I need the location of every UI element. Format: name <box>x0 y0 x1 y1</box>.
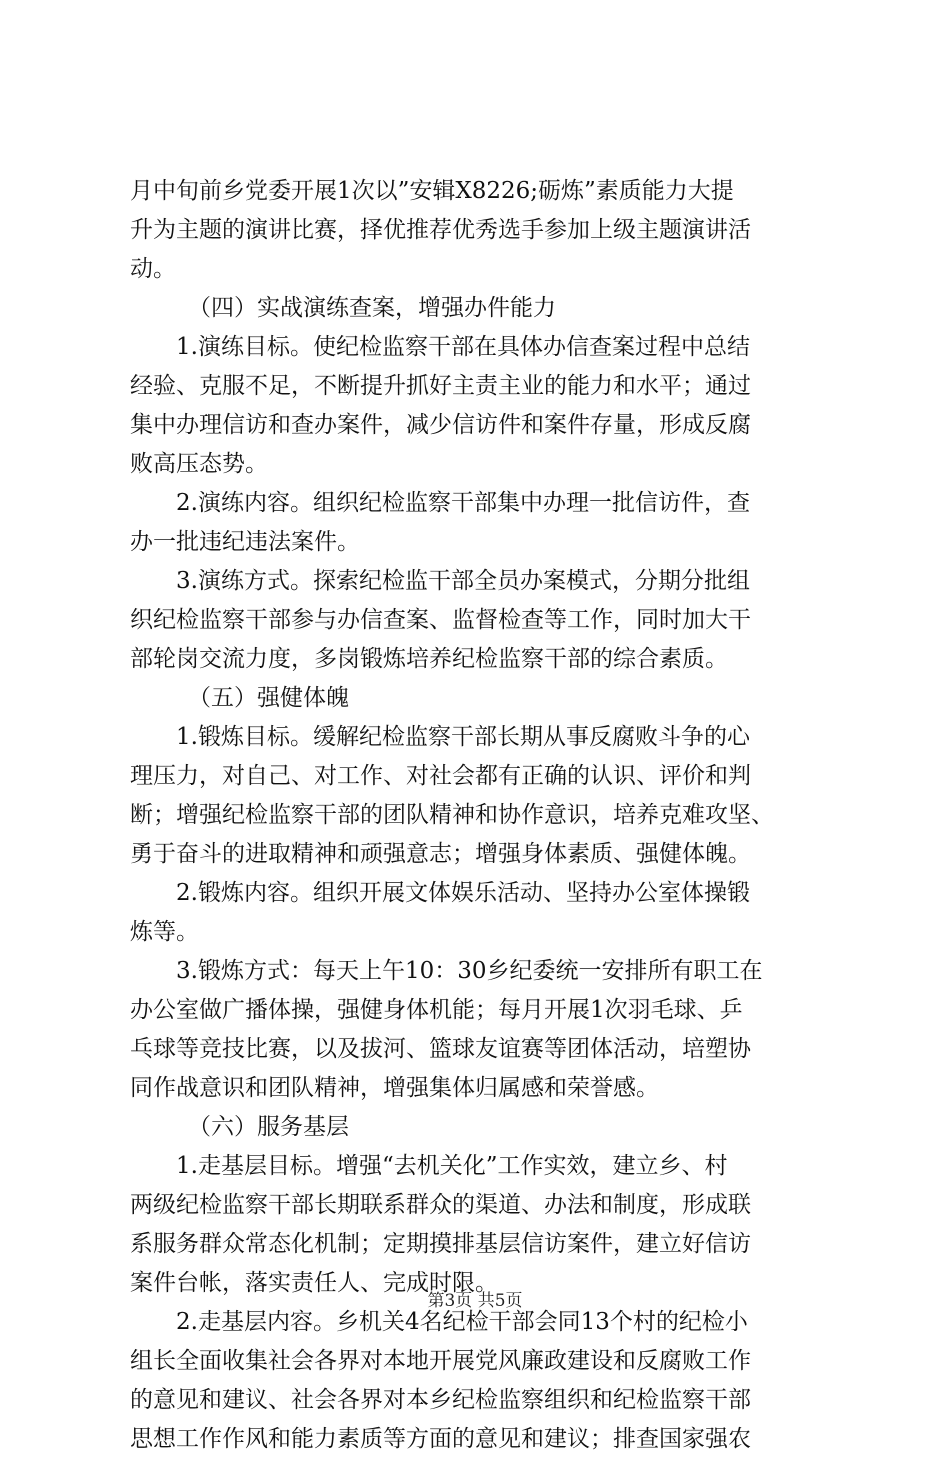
section-heading: （四）实战演练查案，增强办件能力 <box>188 295 556 321</box>
text-line: 织纪检监察干部参与办信查案、监督检查等工作，同时加大干 <box>130 607 751 633</box>
text-line: 2.走基层内容。乡机关4名纪检干部会同13个村的纪检小 <box>176 1309 748 1335</box>
section-heading: （五）强健体魄 <box>188 685 349 711</box>
text-line: 炼等。 <box>130 919 199 945</box>
text-line: 动。 <box>130 256 176 282</box>
text-line: 勇于奋斗的进取精神和顽强意志；增强身体素质、强健体魄。 <box>130 841 751 867</box>
text-line: 3.锻炼方式：每天上午10：30乡纪委统一安排所有职工在 <box>176 958 763 984</box>
text-line: 败高压态势。 <box>130 451 268 477</box>
text-line: 办公室做广播体操，强健身体机能；每月开展1次羽毛球、乒 <box>130 997 743 1023</box>
text-line: 案件台帐，落实责任人、完成时限。 <box>130 1270 498 1296</box>
text-line: 3.演练方式。探索纪检监干部全员办案模式，分期分批组 <box>176 568 750 594</box>
text-line: 两级纪检监察干部长期联系群众的渠道、办法和制度，形成联 <box>130 1192 751 1218</box>
text-line: 办一批违纪违法案件。 <box>130 529 360 555</box>
page-footer: 第3页 共5页 <box>427 1291 523 1311</box>
text-line: 同作战意识和团队精神，增强集体归属感和荣誉感。 <box>130 1075 659 1101</box>
text-line: 2.演练内容。组织纪检监察干部集中办理一批信访件，查 <box>176 490 750 516</box>
text-line: 集中办理信访和查办案件，减少信访件和案件存量，形成反腐 <box>130 412 751 438</box>
text-line: 组长全面收集社会各界对本地开展党风廉政建设和反腐败工作 <box>130 1348 751 1374</box>
section-heading: （六）服务基层 <box>188 1114 349 1140</box>
text-line: 部轮岗交流力度，多岗锻炼培养纪检监察干部的综合素质。 <box>130 646 728 672</box>
text-line: 月中旬前乡党委开展1次以”安辑X8226;砺炼”素质能力大提 <box>130 178 734 204</box>
text-line: 升为主题的演讲比赛，择优推荐优秀选手参加上级主题演讲活 <box>130 217 751 243</box>
text-line: 1.演练目标。使纪检监察干部在具体办信查案过程中总结 <box>176 334 750 360</box>
text-line: 乓球等竞技比赛，以及拔河、篮球友谊赛等团体活动，培塑协 <box>130 1036 751 1062</box>
text-line: 2.锻炼内容。组织开展文体娱乐活动、坚持办公室体操锻 <box>176 880 750 906</box>
document-body <box>130 172 830 1459</box>
text-line: 理压力，对自己、对工作、对社会都有正确的认识、评价和判 <box>130 763 751 789</box>
text-line: 断；增强纪检监察干部的团队精神和协作意识，培养克难攻坚、 <box>130 802 774 828</box>
text-line: 1.走基层目标。增强“去机关化”工作实效，建立乡、村 <box>176 1153 728 1179</box>
text-line: 的意见和建议、社会各界对本乡纪检监察组织和纪检监察干部 <box>130 1387 751 1413</box>
text-line: 1.锻炼目标。缓解纪检监察干部长期从事反腐败斗争的心 <box>176 724 750 750</box>
text-line: 经验、克服不足，不断提升抓好主责主业的能力和水平；通过 <box>130 373 751 399</box>
text-line: 系服务群众常态化机制；定期摸排基层信访案件，建立好信访 <box>130 1231 751 1257</box>
text-line: 思想工作作风和能力素质等方面的意见和建议；排查国家强农 <box>130 1426 751 1452</box>
